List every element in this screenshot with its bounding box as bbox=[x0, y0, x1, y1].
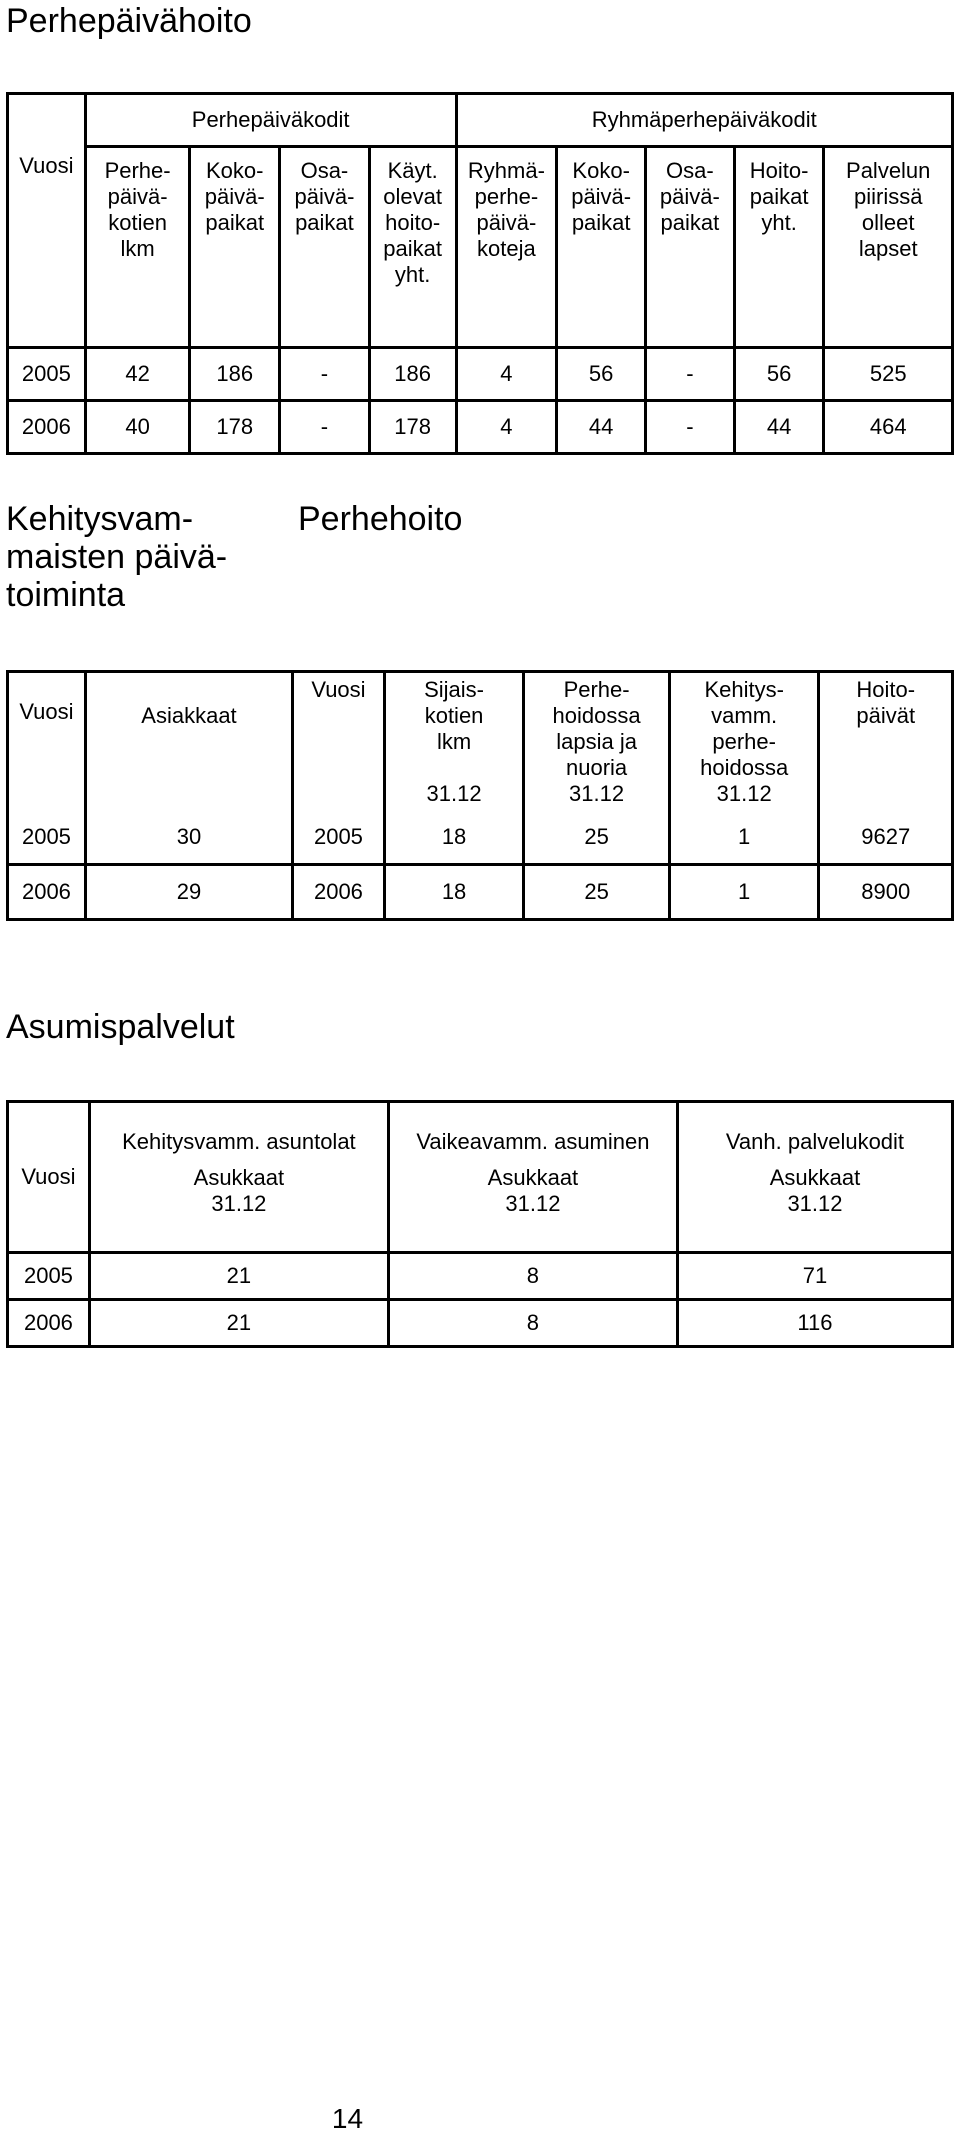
col-header-kehitysvamm-perhehoidossa: Kehitys- vamm. perhe- hoidossa 31.12 bbox=[669, 672, 819, 812]
cell: 21 bbox=[89, 1253, 388, 1300]
cell: 186 bbox=[369, 348, 456, 401]
group-header-vanh-palvelukodit: Vanh. palvelukodit bbox=[677, 1102, 952, 1156]
group-header-vaikeavamm-asuminen: Vaikeavamm. asuminen bbox=[388, 1102, 677, 1156]
cell: 44 bbox=[557, 401, 646, 454]
col-header-asukkaat: Asukkaat 31.12 bbox=[677, 1155, 952, 1253]
cell: - bbox=[646, 401, 735, 454]
section-title-asumispalvelut: Asumispalvelut bbox=[6, 1008, 235, 1046]
table-row bbox=[8, 1300, 953, 1347]
section-title-perhepaivahoito: Perhepäivähoito bbox=[6, 2, 252, 40]
col-header-hoitopaikat-yht: Hoito- paikat yht. bbox=[734, 147, 824, 348]
cell: 1 bbox=[669, 865, 819, 920]
group-header-kehitysvamm-asuntolat: Kehitysvamm. asuntolat bbox=[89, 1102, 388, 1156]
cell: 71 bbox=[677, 1253, 952, 1300]
col-header-osapaivapaikat: Osa- päivä- paikat bbox=[280, 147, 370, 348]
cell: 1 bbox=[669, 811, 819, 865]
cell: 44 bbox=[734, 401, 824, 454]
cell: 178 bbox=[190, 401, 280, 454]
cell: 525 bbox=[824, 348, 953, 401]
col-header-asukkaat: Asukkaat 31.12 bbox=[388, 1155, 677, 1253]
perhepaivahoito-table bbox=[6, 92, 954, 455]
col-header-asiakkaat: Asiakkaat bbox=[85, 672, 292, 812]
cell: 42 bbox=[85, 348, 190, 401]
cell: 21 bbox=[89, 1300, 388, 1347]
group-header-ryhmaperhepaivakodit: Ryhmäperhepäiväkodit bbox=[456, 94, 952, 147]
cell: 40 bbox=[85, 401, 190, 454]
asumispalvelut-table bbox=[6, 1100, 954, 1348]
cell: - bbox=[646, 348, 735, 401]
col-header-sijaiskotien-lkm: Sijais- kotien lkm 31.12 bbox=[384, 672, 523, 812]
col-header-palvelun-piirissa: Palvelun piirissä olleet lapset bbox=[824, 147, 953, 348]
cell: 4 bbox=[456, 401, 557, 454]
cell: 9627 bbox=[819, 811, 953, 865]
cell: 186 bbox=[190, 348, 280, 401]
cell: 464 bbox=[824, 401, 953, 454]
cell: - bbox=[280, 348, 370, 401]
cell: 8 bbox=[388, 1253, 677, 1300]
col-header-vuosi-left: Vuosi bbox=[8, 672, 86, 812]
table-row bbox=[8, 401, 953, 454]
col-header-hoitopaivat: Hoito- päivät bbox=[819, 672, 953, 812]
section-title-perhehoito: Perhehoito bbox=[298, 500, 463, 538]
table-row bbox=[8, 348, 953, 401]
col-header-kokopaivapaikat: Koko- päivä- paikat bbox=[190, 147, 280, 348]
cell: 56 bbox=[734, 348, 824, 401]
cell: 8900 bbox=[819, 865, 953, 920]
cell: - bbox=[280, 401, 370, 454]
cell: 2005 bbox=[8, 811, 86, 865]
col-header-asukkaat: Asukkaat 31.12 bbox=[89, 1155, 388, 1253]
col-header-ryhmaperhepaivakoteja: Ryhmä- perhe- päivä- koteja bbox=[456, 147, 557, 348]
cell: 8 bbox=[388, 1300, 677, 1347]
cell: 4 bbox=[456, 348, 557, 401]
table-row bbox=[8, 811, 953, 865]
cell: 178 bbox=[369, 401, 456, 454]
cell: 18 bbox=[384, 811, 523, 865]
cell: 2006 bbox=[293, 865, 385, 920]
cell: 2005 bbox=[293, 811, 385, 865]
col-header-vuosi: Vuosi bbox=[8, 94, 86, 348]
section-title-kehitysvammaisten-paivatoiminta: Kehitysvam- maisten päivä- toiminta bbox=[6, 500, 228, 614]
col-header-perhepaivakotien-lkm: Perhe- päivä- kotien lkm bbox=[85, 147, 190, 348]
col-header-kokopaivapaikat-ryhma: Koko- päivä- paikat bbox=[557, 147, 646, 348]
cell: 2006 bbox=[8, 401, 86, 454]
cell: 30 bbox=[85, 811, 292, 865]
cell: 2006 bbox=[8, 865, 86, 920]
page-number: 14 bbox=[331, 2103, 364, 2134]
cell: 25 bbox=[524, 811, 670, 865]
cell: 2005 bbox=[8, 348, 86, 401]
cell: 18 bbox=[384, 865, 523, 920]
cell: 56 bbox=[557, 348, 646, 401]
table-row bbox=[8, 1253, 953, 1300]
cell: 116 bbox=[677, 1300, 952, 1347]
col-header-vuosi: Vuosi bbox=[8, 1102, 90, 1253]
kehitysvamma-perhehoito-table bbox=[6, 670, 954, 921]
cell: 2005 bbox=[8, 1253, 90, 1300]
group-header-perhepaivakodit: Perhepäiväkodit bbox=[85, 94, 456, 147]
cell: 25 bbox=[524, 865, 670, 920]
col-header-perhehoidossa-lapsia: Perhe- hoidossa lapsia ja nuoria 31.12 bbox=[524, 672, 670, 812]
col-header-osapaivapaikat-ryhma: Osa- päivä- paikat bbox=[646, 147, 735, 348]
table-row bbox=[8, 865, 953, 920]
cell: 2006 bbox=[8, 1300, 90, 1347]
col-header-kayt-olevat-hoitopaikat: Käyt. olevat hoito- paikat yht. bbox=[369, 147, 456, 348]
col-header-vuosi-right: Vuosi bbox=[293, 672, 385, 812]
cell: 29 bbox=[85, 865, 292, 920]
